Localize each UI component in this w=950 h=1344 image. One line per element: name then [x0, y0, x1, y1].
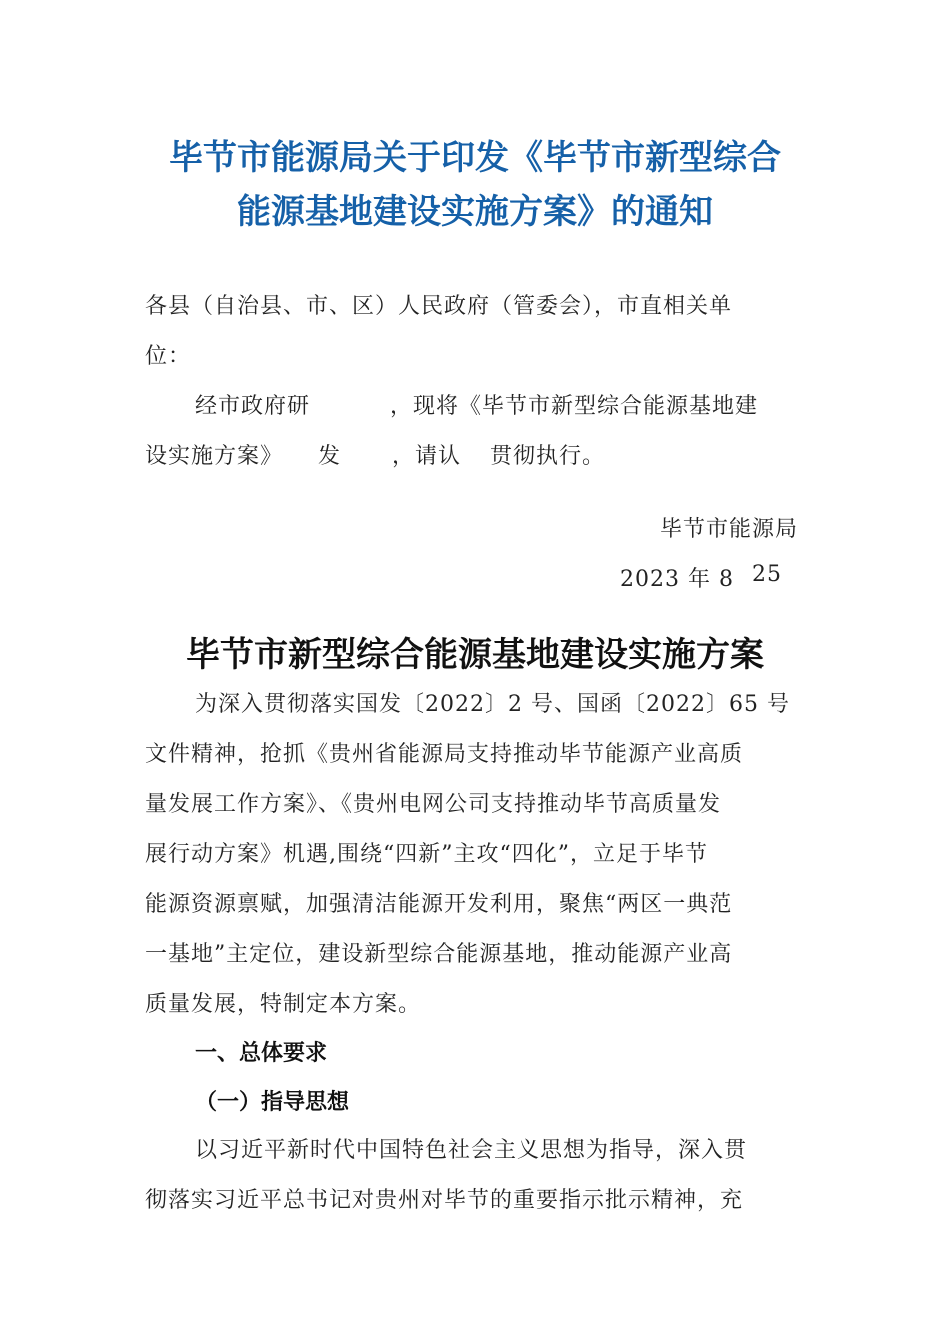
notice-title-line2: 能源基地建设实施方案》的通知 — [237, 192, 713, 232]
section-heading: 一、总体要求 — [195, 1041, 328, 1066]
notice-body-line2-d: 贯彻执行。 — [490, 444, 606, 469]
notice-body-line1-a: 经市政府研 — [195, 394, 311, 419]
addressee-line2: 位： — [145, 344, 192, 369]
subsection-heading: （一）指导思想 — [195, 1090, 350, 1115]
intro-line: 量发展工作方案》、《贵州电网公司支持推动毕节高质量发 — [145, 792, 722, 817]
guide-line: 以习近平新时代中国特色社会主义思想为指导，深入贯 — [195, 1138, 748, 1163]
issuer: 毕节市能源局 — [660, 517, 799, 542]
intro-line: 一基地”主定位，建设新型综合能源基地，推动能源产业高 — [145, 942, 733, 967]
guide-line: 彻落实习近平总书记对贵州对毕节的重要指示批示精神，充 — [145, 1188, 744, 1213]
intro-line: 为深入贯彻落实国发〔2022〕2 号、国函〔2022〕65 号 — [195, 692, 790, 717]
intro-line: 展行动方案》机遇,围绕“四新”主攻“四化”，立足于毕节 — [145, 842, 708, 867]
addressee-line1: 各县（自治县、市、区）人民政府（管委会），市直相关单 — [145, 294, 733, 319]
notice-body-line2-c: ，请认 — [392, 444, 462, 469]
notice-body-line1-b: ，现将《毕节市新型综合能源基地建 — [390, 394, 759, 419]
intro-line: 文件精神，抢抓《贵州省能源局支持推动毕节能源产业高质 — [145, 742, 744, 767]
notice-title-line1: 毕节市能源局关于印发《毕节市新型综合 — [169, 138, 781, 178]
intro-line: 能源资源禀赋，加强清洁能源开发利用，聚焦“两区一典范 — [145, 892, 733, 917]
date-part-a: 2023 年 8 — [620, 567, 734, 592]
notice-body-line2-b: 发 — [318, 444, 342, 469]
intro-line: 质量发展，特制定本方案。 — [145, 992, 422, 1017]
notice-body-line2-a: 设实施方案》 — [145, 444, 284, 469]
plan-title: 毕节市新型综合能源基地建设实施方案 — [186, 635, 764, 675]
date-part-b: 25 — [752, 562, 782, 587]
